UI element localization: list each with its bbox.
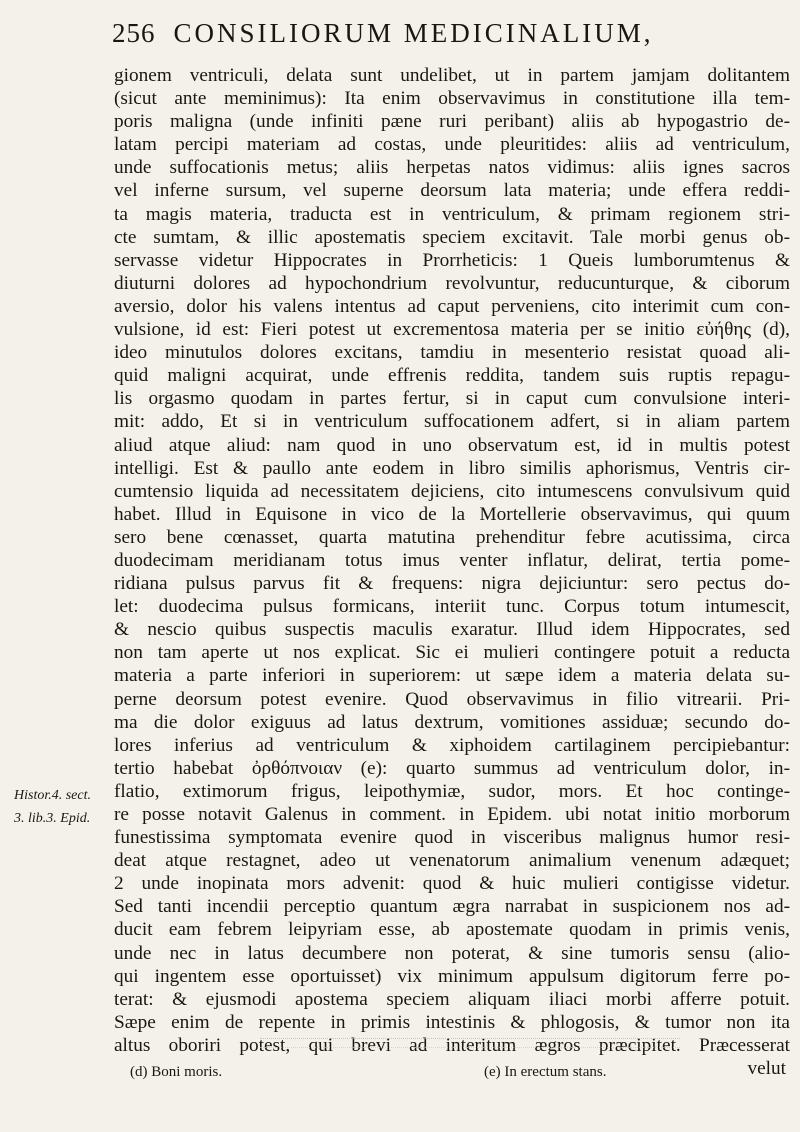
text-line: ducit eam febrem leipyriam esse, ab apostemate quodam in primis venis, bbox=[114, 919, 790, 941]
text-line: tertio habebat ὀρθόπνοιαν (e): quarto summus ad ventriculum dolor, in- bbox=[114, 757, 790, 779]
text-line: mit: addo, Et si in ventriculum suffocationem adfert, si in aliam partem bbox=[114, 411, 790, 433]
margin-note-line: 3. lib.3. Epid. bbox=[14, 811, 91, 826]
margin-note bbox=[14, 784, 91, 830]
text-line: lores inferius ad ventriculum & xiphoidem cartilaginem percipiebantur: bbox=[114, 734, 790, 756]
text-line: altus oboriri potest, qui brevi ad interitum ægros præcipitet. Præcesserat bbox=[114, 1034, 790, 1056]
footnote-d: (d) Boni moris. bbox=[130, 1064, 223, 1080]
text-line: funestissima symptomata evenire quod in visceribus malignus humor resi- bbox=[114, 827, 790, 849]
page-number: 256 bbox=[112, 18, 156, 48]
text-line: ta magis materia, traducta est in ventriculum, & primam regionem stri- bbox=[114, 203, 790, 225]
page-header bbox=[112, 18, 654, 58]
margin-note-line: Histor.4. sect. bbox=[14, 788, 91, 803]
text-line: let: duodecima pulsus formicans, interiit tunc. Corpus totum intumescit, bbox=[114, 596, 790, 618]
text-line: sero bene cœnasset, quarta matutina prehenditur febre acutissima, circa bbox=[114, 526, 790, 548]
text-line: aversio, dolor his valens intentus ad caput perveniens, cito interimit cum con- bbox=[114, 295, 790, 317]
catchword: velut bbox=[747, 1058, 786, 1080]
text-line: intelligi. Est & paullo ante eodem in libro similis aphorismus, Ventris cir- bbox=[114, 457, 790, 479]
text-line: vulsione, id est: Fieri potest ut excrementosa materia per se initio εὐήθης (d), bbox=[114, 319, 790, 341]
text-line: gionem ventriculi, delata sunt undelibet, ut in partem jamjam dolitantem bbox=[114, 65, 790, 86]
text-line: lis orgasmo quodam in partes fertur, si in caput cum convulsione interi- bbox=[114, 388, 790, 410]
text-line: vel inferne sursum, vel superne deorsum lata materia; unde effera reddi- bbox=[114, 180, 790, 202]
text-line: ridiana pulsus parvus fit & frequens: nigra dejiciuntur: sero pectus do- bbox=[114, 573, 790, 595]
text-line: non tam aperte ut nos explicat. Sic ei mulieri contingere potuit a reducta bbox=[114, 642, 790, 664]
text-line: habet. Illud in Equisone in vico de la Mortellerie observavimus, qui quum bbox=[114, 503, 790, 525]
text-line: cte sumtam, & illic apostematis speciem excitavit. Tale morbi genus ob- bbox=[114, 226, 790, 248]
text-line: latam percipi materiam ad costas, unde pleuritides: aliis ad ventriculum, bbox=[114, 134, 790, 156]
text-line: 2 unde inopinata mors advenit: quod & huic mulieri contigisse videtur. bbox=[114, 873, 790, 895]
footnote-e: (e) In erectum stans. bbox=[484, 1064, 607, 1080]
text-line: diuturni dolores ad hypochondrium revolvuntur, reducunturque, & ciborum bbox=[114, 272, 790, 294]
text-line: terat: & ejusmodi apostema speciem aliquam iliaci morbi afferre potuit. bbox=[114, 988, 790, 1010]
running-title: CONSILIORUM MEDICINALIUM, bbox=[173, 18, 654, 48]
text-line: qui ingentem esse oportuisset) vix minimum appulsum digitorum ferre po- bbox=[114, 965, 790, 987]
text-line: servasse videtur Hippocrates in Prorrheticis: 1 Queis lumborumtenus & bbox=[114, 249, 790, 271]
body-text bbox=[114, 64, 790, 1080]
text-line: deat atque restagnet, adeo ut venenatorum animalium venenum adæquet; bbox=[114, 850, 790, 872]
text-line: poris maligna (unde infiniti pæne ruri peribant) aliis ab hypogastrio de- bbox=[114, 111, 790, 133]
text-line: re posse notavit Galenus in comment. in Epidem. ubi notat initio morborum bbox=[114, 804, 790, 825]
text-line: Sed tanti incendii perceptio quantum ægra narrabat in suspicionem nos ad- bbox=[114, 896, 790, 918]
bleed-through-text bbox=[260, 1038, 680, 1048]
text-line: ideo minutulos dolores excitans, tamdiu in mesenterio resistat quoad ali- bbox=[114, 342, 790, 364]
text-line: quid maligni acquirat, unde effrenis reddita, tandem suis ruptis repagu- bbox=[114, 365, 790, 387]
text-line: ma die dolor exiguus ad latus dextrum, vomitiones assiduæ; secundo do- bbox=[114, 711, 790, 733]
text-line: Sæpe enim de repente in primis intestinis & phlogosis, & tumor non ita bbox=[114, 1011, 790, 1033]
text-line: materia a parte inferiori in superiorem: ut sæpe idem a materia delata su- bbox=[114, 665, 790, 687]
text-line: (sicut ante meminimus): Ita enim observavimus in constitutione illa tem- bbox=[114, 88, 790, 110]
text-line: cumtensio liquida ad necessitatem dejiciens, cito intumescens convulsivum quid bbox=[114, 480, 790, 502]
text-line: duodecimam meridianam totus imus venter inflatur, delirat, tertia pome- bbox=[114, 549, 790, 571]
text-line: flatio, extimorum frigus, leipothymiæ, sudor, mors. Et hoc continge- bbox=[114, 780, 790, 802]
text-line: unde suffocationis metus; aliis herpetas natos vidimus: aliis ignes sacros bbox=[114, 157, 790, 179]
text-line: aliud atque aliud: nam quod in uno observatum est, id in multis potest bbox=[114, 434, 790, 456]
text-line: unde nec in latus decumbere non poterat, & sine tumoris sensu (alio- bbox=[114, 942, 790, 964]
text-line: & nescio quibus suspectis maculis exaratur. Illud idem Hippocrates, sed bbox=[114, 619, 790, 641]
text-line: perne deorsum potest evenire. Quod observavimus in filio vitrearii. Pri- bbox=[114, 688, 790, 710]
